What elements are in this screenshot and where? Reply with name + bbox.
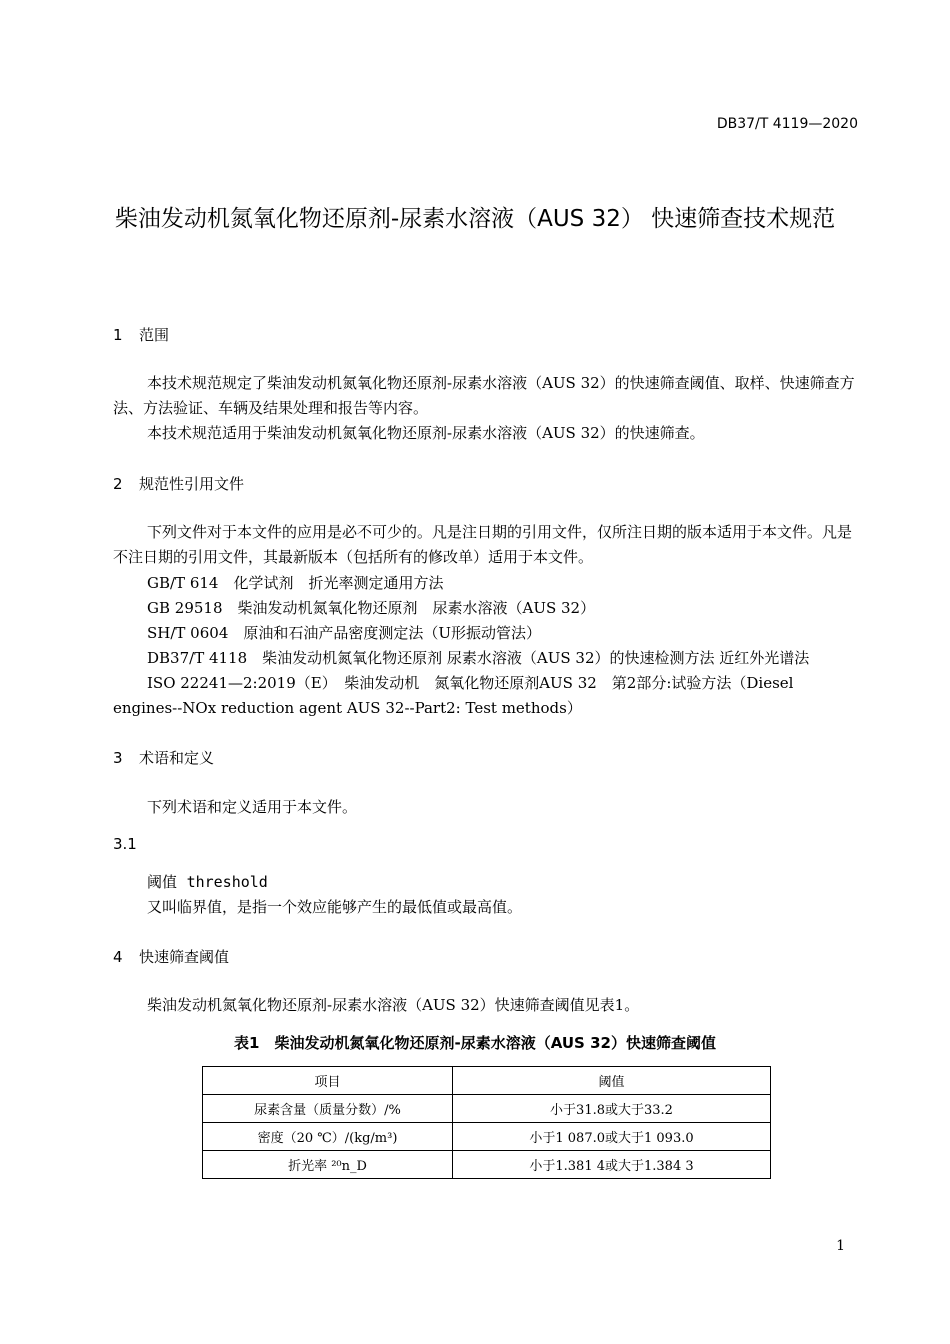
term-chinese: 阈值 xyxy=(147,873,178,891)
table-cell: 小于1 087.0或大于1 093.0 xyxy=(453,1123,771,1151)
section-1-heading xyxy=(113,324,169,345)
section-2-paragraph-1: 下列文件对于本文件的应用是必不可少的。凡是注日期的引用文件，仅所注日期的版本适用于本文件。凡是不注日期的引用文件，其最新版本（包括所有的修改单）适用于本文件。 xyxy=(113,523,853,566)
section-1-paragraph-1: 本技术规范规定了柴油发动机氮氧化物还原剂-尿素水溶液（AUS 32）的快速筛查阈值、取样、快速筛查方法、方法验证、车辆及结果处理和报告等内容。 xyxy=(113,374,855,417)
term-english: threshold xyxy=(186,873,268,891)
table-cell: 小于31.8或大于33.2 xyxy=(453,1095,771,1123)
table-row xyxy=(203,1095,771,1123)
section-3-heading xyxy=(113,747,214,768)
section-3-paragraph-1: 下列术语和定义适用于本文件。 xyxy=(147,798,358,816)
term-entry xyxy=(147,871,268,892)
section-number: 4 xyxy=(113,948,123,966)
table-cell: 密度（20 ℃）/(kg/m³) xyxy=(203,1123,453,1151)
table-header-cell: 阈值 xyxy=(453,1067,771,1095)
reference-item: GB/T 614 化学试剂 折光率测定通用方法 xyxy=(147,574,444,592)
section-title: 规范性引用文件 xyxy=(139,475,245,493)
section-title: 术语和定义 xyxy=(139,749,215,767)
table-cell: 尿素含量（质量分数）/% xyxy=(203,1095,453,1123)
section-4-heading xyxy=(113,946,229,967)
subsection-number: 3.1 xyxy=(113,835,137,853)
section-title: 快速筛查阈值 xyxy=(139,948,230,966)
reference-item: SH/T 0604 原油和石油产品密度测定法（U形振动管法） xyxy=(147,624,542,642)
section-title: 范围 xyxy=(139,326,170,344)
section-1-paragraph-2: 本技术规范适用于柴油发动机氮氧化物还原剂-尿素水溶液（AUS 32）的快速筛查。 xyxy=(147,424,705,442)
table-row xyxy=(203,1151,771,1179)
section-number: 2 xyxy=(113,475,123,493)
table-header-cell: 项目 xyxy=(203,1067,453,1095)
reference-item: DB37/T 4118 柴油发动机氮氧化物还原剂 尿素水溶液（AUS 32）的快速检测方法 近红外光谱法 xyxy=(147,649,810,667)
table-row xyxy=(203,1123,771,1151)
threshold-table xyxy=(202,1066,771,1179)
section-2-heading xyxy=(113,473,244,494)
section-number: 1 xyxy=(113,326,123,344)
table-cell: 小于1.381 4或大于1.384 3 xyxy=(453,1151,771,1179)
document-title: 柴油发动机氮氧化物还原剂-尿素水溶液（AUS 32） 快速筛查技术规范 xyxy=(114,206,836,232)
term-definition: 又叫临界值，是指一个效应能够产生的最低值或最高值。 xyxy=(147,898,523,916)
section-4-paragraph-1: 柴油发动机氮氧化物还原剂-尿素水溶液（AUS 32）快速筛查阈值见表1。 xyxy=(147,996,640,1014)
reference-item-iso: ISO 22241—2:2019（E） 柴油发动机 氮氧化物还原剂AUS 32 第2部分:试验方法（Diesel engines--NOx reduction agent AUS 32--Part2: Test methods） xyxy=(113,674,794,717)
table-caption: 表1 柴油发动机氮氧化物还原剂-尿素水溶液（AUS 32）快速筛查阈值 xyxy=(234,1034,716,1052)
table-header-row xyxy=(203,1067,771,1095)
table-cell: 折光率 ²⁰n_D xyxy=(203,1151,453,1179)
document-code: DB37/T 4119—2020 xyxy=(716,116,858,132)
page-number: 1 xyxy=(836,1238,845,1254)
section-number: 3 xyxy=(113,749,123,767)
reference-item: GB 29518 柴油发动机氮氧化物还原剂 尿素水溶液（AUS 32） xyxy=(147,599,596,617)
